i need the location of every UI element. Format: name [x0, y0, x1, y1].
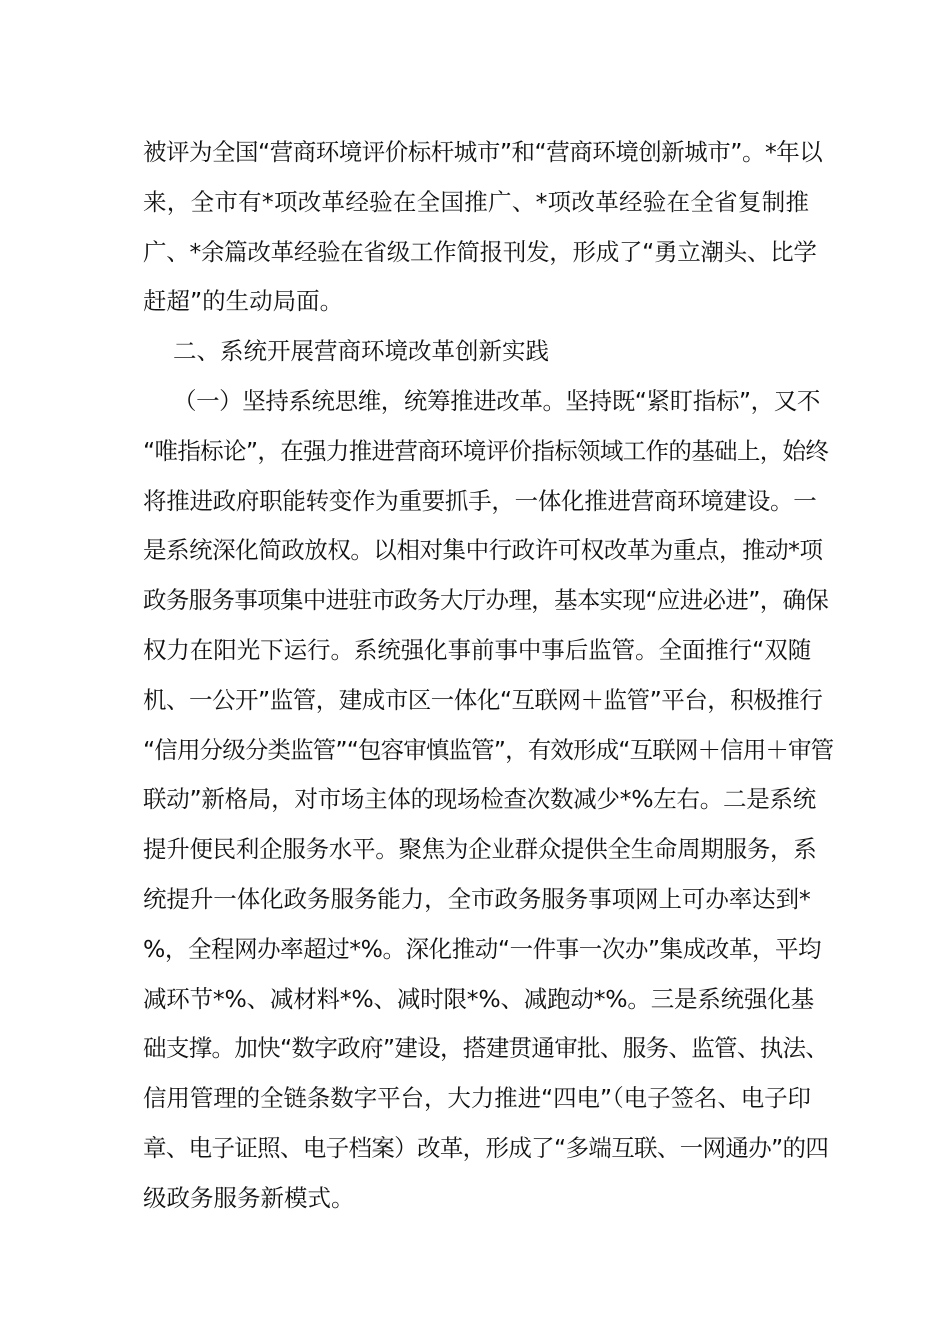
- text-line: 统提升一体化政务服务能力，全市政务服务事项网上可办率达到*: [143, 884, 811, 913]
- text-line: 机、一公开”监管，建成市区一体化“互联网＋监管”平台，积极推行: [143, 685, 823, 714]
- text-line: 政务服务事项集中进驻市政务大厅办理，基本实现“应进必进”，确保: [143, 586, 829, 615]
- text-line: 联动”新格局，对市场主体的现场检查次数减少*%左右。二是系统: [143, 785, 816, 814]
- text-line: 章、电子证照、电子档案）改革，形成了“多端互联、一网通办”的四: [143, 1133, 829, 1162]
- text-line: %，全程网办率超过*%。深化推动“一件事一次办”集成改革，平均: [143, 934, 822, 963]
- text-line: 是系统深化简政放权。以相对集中行政许可权改革为重点，推动*项: [143, 536, 823, 565]
- text-line: 赶超”的生动局面。: [143, 287, 344, 316]
- text-line: 被评为全国“营商环境评价标杆城市”和“营商环境创新城市”。*年以: [143, 138, 823, 166]
- text-line: 将推进政府职能转变作为重要抓手，一体化推进营商环境建设。一: [143, 486, 817, 515]
- text-line: 础支撑。加快“数字政府”建设，搭建贯通审批、服务、监管、执法、: [143, 1034, 829, 1063]
- text-line: “唯指标论”，在强力推进营商环境评价指标领域工作的基础上，始终: [143, 436, 829, 465]
- text-line: 广、*余篇改革经验在省级工作简报刊发，形成了“勇立潮头、比学: [143, 237, 817, 266]
- text-line: 权力在阳光下运行。系统强化事前事中事后监管。全面推行“双随: [143, 635, 812, 664]
- text-line: 减环节*%、减材料*%、减时限*%、减跑动*%。三是系统强化基: [143, 984, 814, 1013]
- text-line: 提升便民利企服务水平。聚焦为企业群众提供全生命周期服务，系: [143, 835, 817, 864]
- document-body: [143, 128, 834, 1224]
- text-line: 二、系统开展营商环境改革创新实践: [173, 337, 549, 366]
- text-line: （一）坚持系统思维，统筹推进改革。坚持既“紧盯指标”，又不: [173, 386, 820, 415]
- text-line: 级政务服务新模式。: [143, 1183, 355, 1212]
- text-line: 信用管理的全链条数字平台，大力推进“四电”（电子签名、电子印: [143, 1084, 811, 1113]
- text-line: 来，全市有*项改革经验在全国推广、*项改革经验在全省复制推: [143, 187, 809, 216]
- text-line: “信用分级分类监管”“包容审慎监管”，有效形成“互联网＋信用＋审管: [143, 735, 834, 764]
